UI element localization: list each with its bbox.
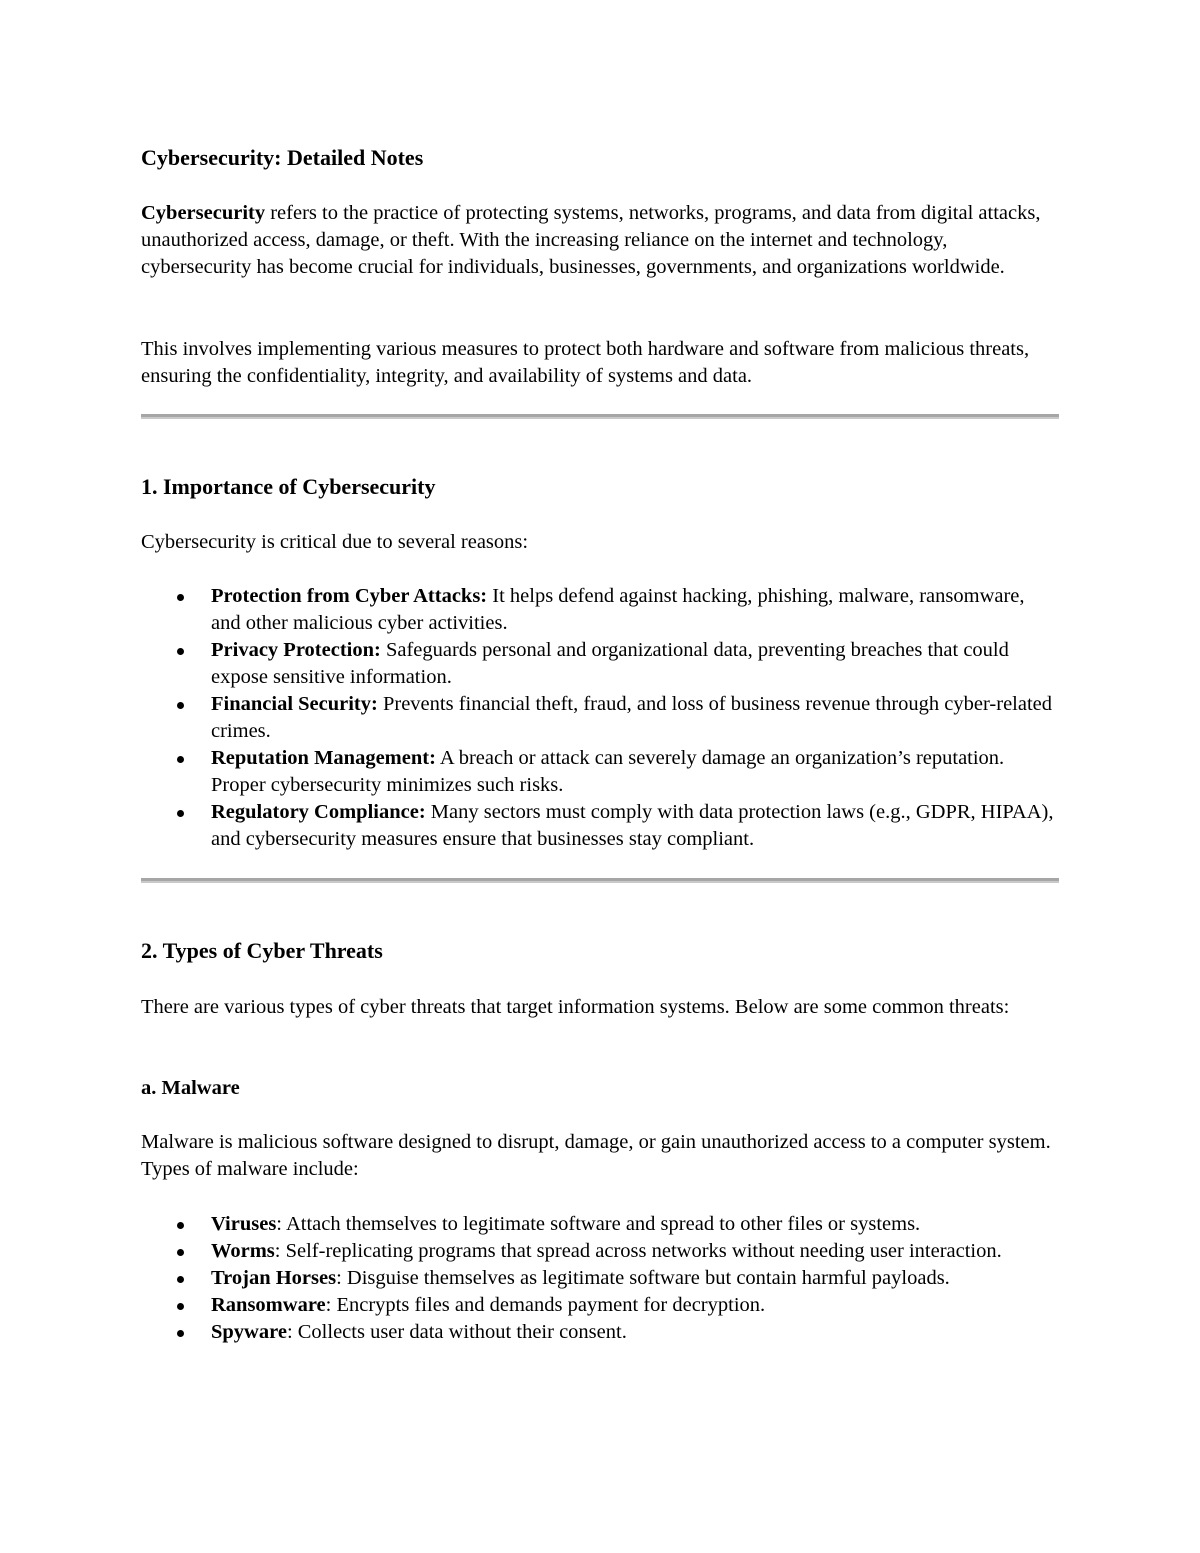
importance-list — [141, 583, 1059, 853]
list-item-label: Financial Security: — [211, 693, 378, 715]
list-item — [141, 691, 1059, 745]
intro-paragraph-1-text: refers to the practice of protecting systems, networks, programs, and data from digital attacks, unauthorized access, damage, or theft. With the increasing reliance on the internet and technology, cybersecurity has become crucial for individuals, businesses, governments, and organizations worldwide. — [141, 202, 1041, 278]
bullet-icon — [177, 648, 184, 655]
bullet-icon — [177, 702, 184, 709]
list-item-text: A breach or attack can severely damage an organization’s reputation. Proper cybersecurity minimizes such risks. — [211, 747, 1005, 796]
list-item-label: Regulatory Compliance: — [211, 801, 426, 823]
list-item-text: : Disguise themselves as legitimate software but contain harmful payloads. — [336, 1267, 950, 1289]
section-divider — [141, 414, 1059, 419]
intro-paragraph-1 — [141, 200, 1059, 281]
bullet-icon — [177, 1222, 184, 1229]
bullet-icon — [177, 1276, 184, 1283]
list-item — [141, 799, 1059, 853]
bullet-icon — [177, 756, 184, 763]
list-item-text: : Encrypts files and demands payment for decryption. — [325, 1294, 766, 1316]
list-item — [141, 637, 1059, 691]
list-item-label: Trojan Horses — [211, 1267, 337, 1289]
bullet-icon — [177, 810, 184, 817]
list-item-text: Safeguards personal and organizational data, preventing breaches that could expose sensitive information. — [211, 639, 1009, 688]
list-item — [141, 1238, 1059, 1265]
list-item — [141, 1319, 1059, 1346]
intro-paragraph-2: This involves implementing various measures to protect both hardware and software from malicious threats, ensuring the confidentiality, integrity, and availability of systems and data. — [141, 338, 1030, 387]
list-item — [141, 1292, 1059, 1319]
list-item-label: Privacy Protection: — [211, 639, 381, 661]
malware-list — [141, 1211, 1059, 1346]
list-item-label: Viruses — [211, 1213, 277, 1235]
intro-term: Cybersecurity — [141, 202, 266, 224]
list-item — [141, 1211, 1059, 1238]
bullet-icon — [177, 1249, 184, 1256]
malware-lead: Malware is malicious software designed to disrupt, damage, or gain unauthorized access to a computer system. Types of malware include: — [141, 1131, 1051, 1180]
list-item-text: : Attach themselves to legitimate software and spread to other files or systems. — [276, 1213, 921, 1235]
list-item-label: Reputation Management: — [211, 747, 436, 769]
list-item-label: Protection from Cyber Attacks: — [211, 585, 488, 607]
malware-heading: a. Malware — [141, 1077, 240, 1099]
document-title: Cybersecurity: Detailed Notes — [141, 145, 424, 170]
list-item — [141, 1265, 1059, 1292]
bullet-icon — [177, 594, 184, 601]
list-item-text: : Collects user data without their consent. — [286, 1321, 627, 1343]
list-item-label: Spyware — [211, 1321, 287, 1343]
section-2-lead: There are various types of cyber threats that target information systems. Below are some common threats: — [141, 996, 1010, 1018]
list-item — [141, 745, 1059, 799]
bullet-icon — [177, 1303, 184, 1310]
list-item-label: Ransomware — [211, 1294, 326, 1316]
list-item — [141, 583, 1059, 637]
list-item-text: Many sectors must comply with data protection laws (e.g., GDPR, HIPAA), and cybersecurity measures ensure that businesses stay compliant. — [211, 801, 1054, 850]
section-divider — [141, 878, 1059, 883]
list-item-text: It helps defend against hacking, phishing, malware, ransomware, and other malicious cyber activities. — [211, 585, 1025, 634]
list-item-text: Prevents financial theft, fraud, and loss of business revenue through cyber-related crimes. — [211, 693, 1053, 742]
list-item-label: Worms — [211, 1240, 275, 1262]
bullet-icon — [177, 1330, 184, 1337]
list-item-text: : Self-replicating programs that spread across networks without needing user interaction. — [274, 1240, 1002, 1262]
section-1-heading: 1. Importance of Cybersecurity — [141, 474, 436, 499]
section-1-lead: Cybersecurity is critical due to several reasons: — [141, 531, 529, 553]
section-2-heading: 2. Types of Cyber Threats — [141, 938, 383, 963]
